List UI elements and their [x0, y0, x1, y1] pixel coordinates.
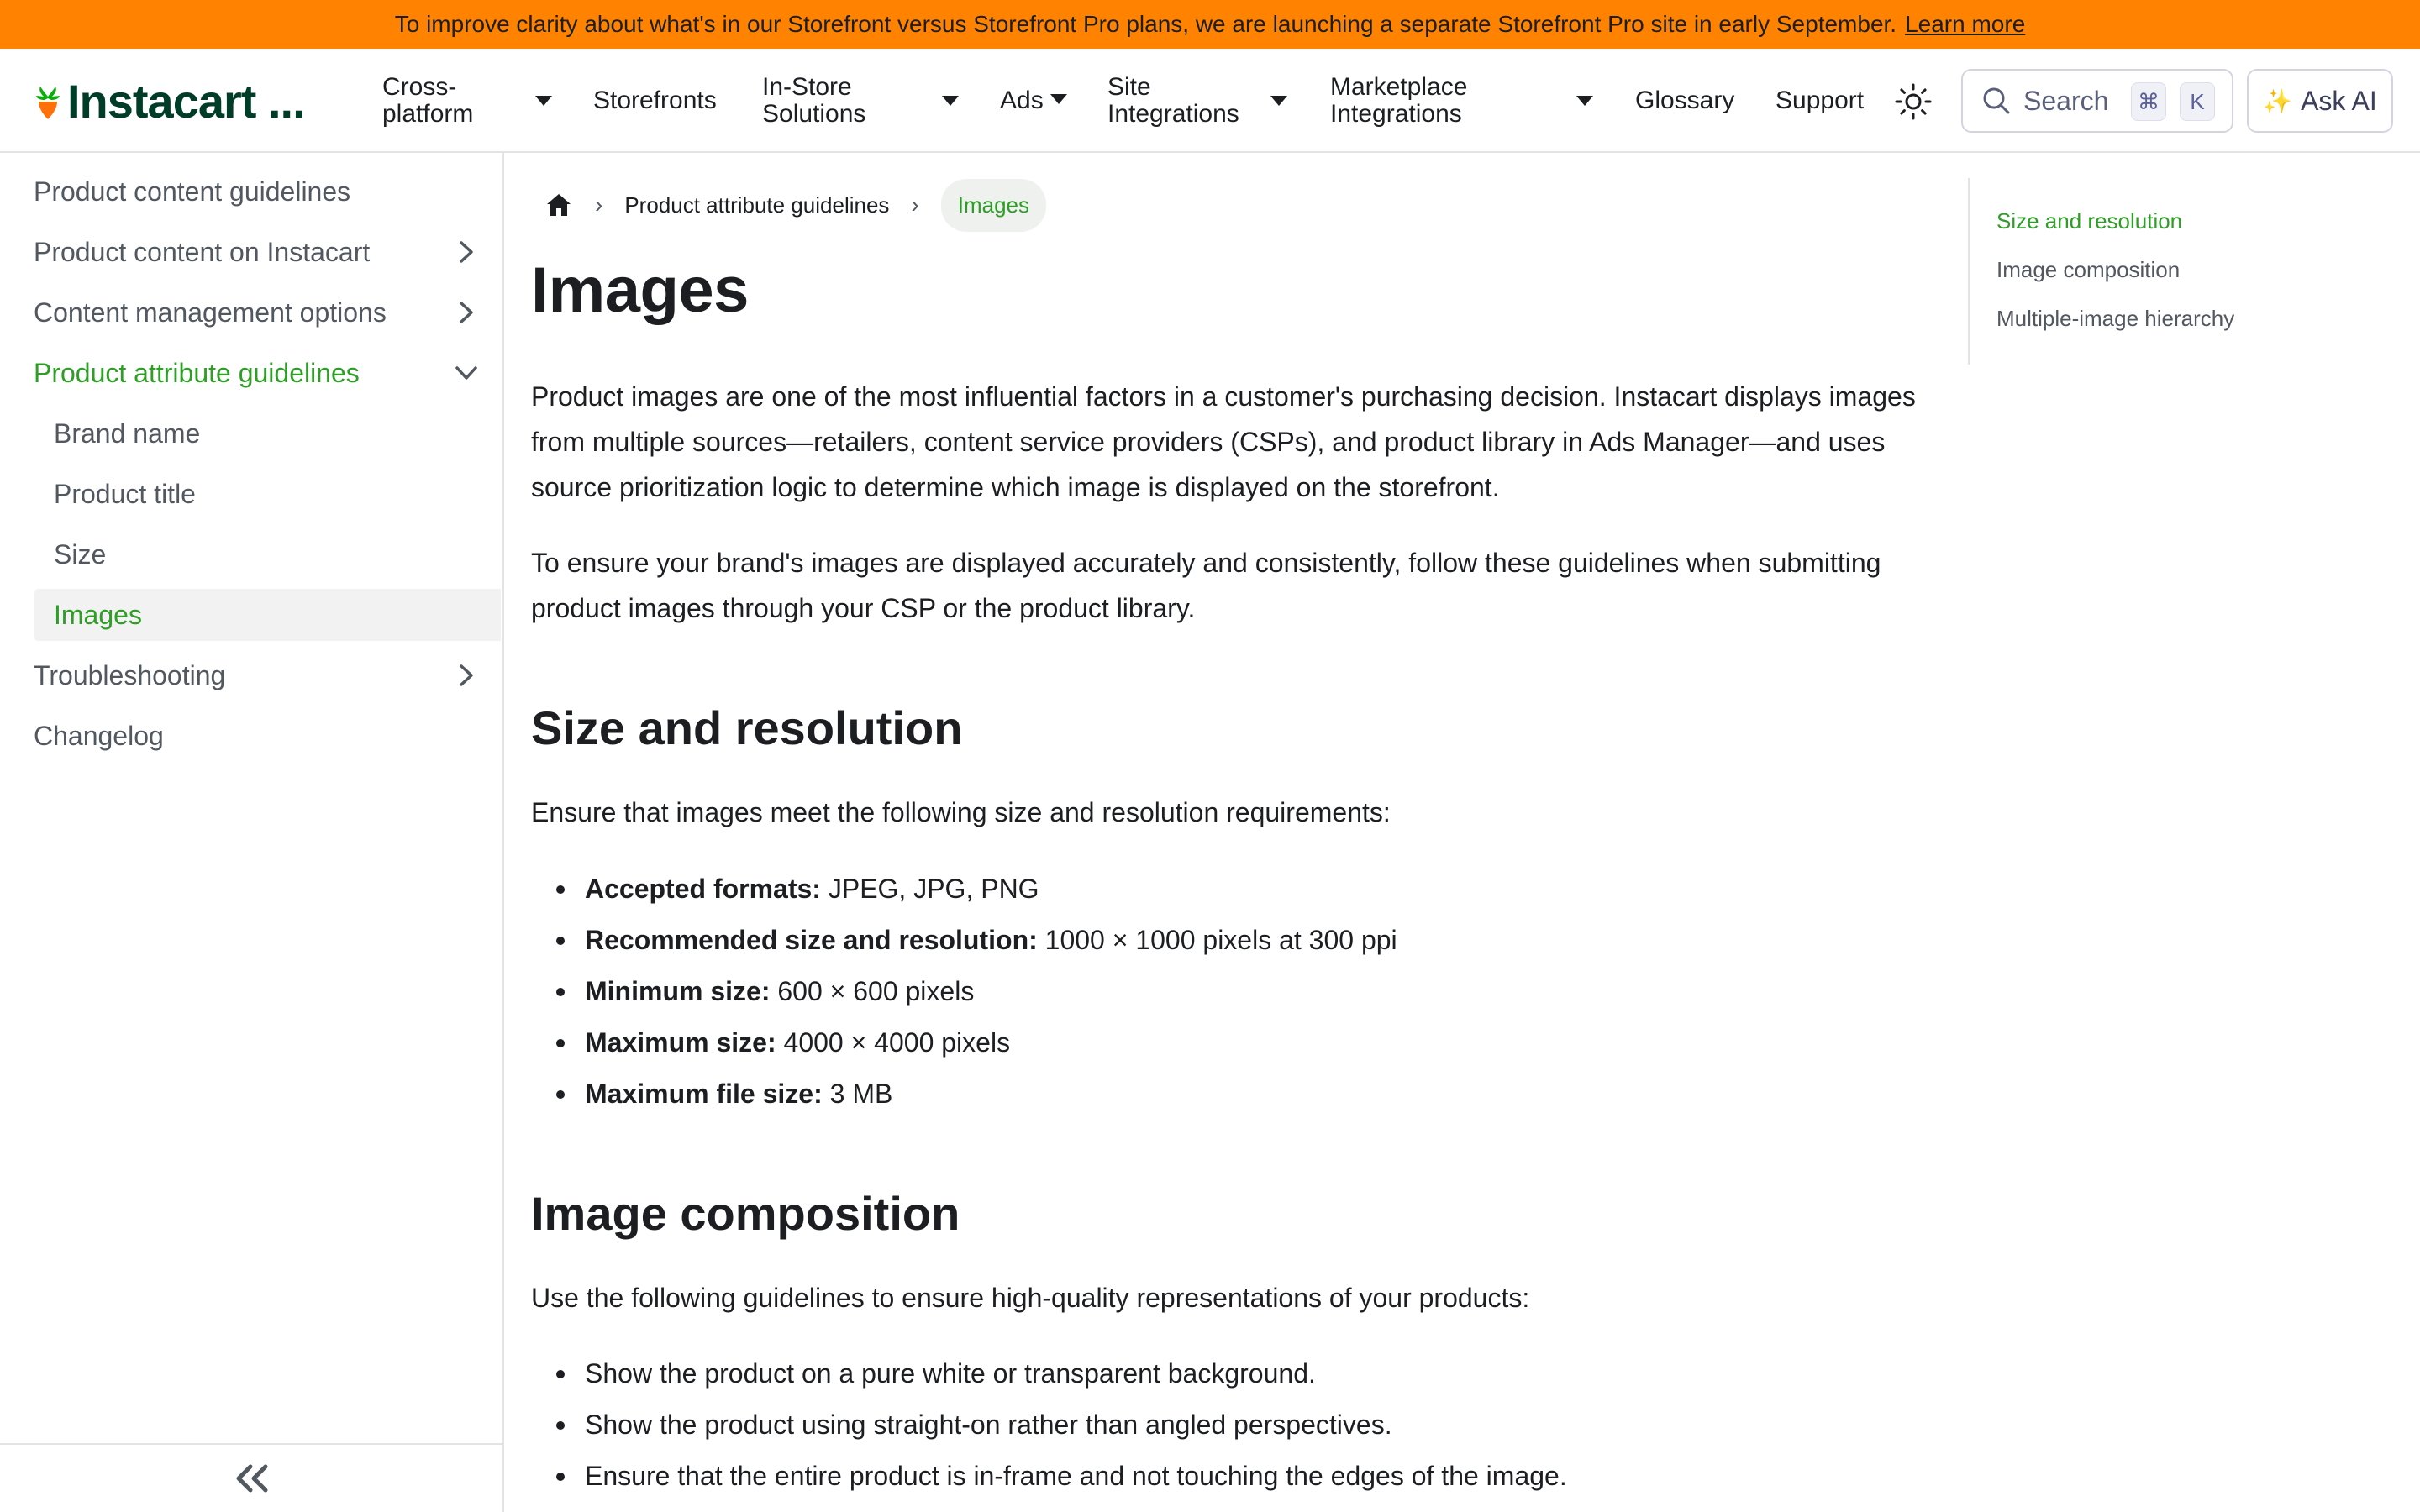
- breadcrumb-separator: ›: [911, 192, 919, 218]
- section-heading-composition: Image composition: [531, 1187, 960, 1240]
- breadcrumb: [543, 180, 1046, 230]
- list-item: [585, 1026, 1397, 1077]
- chevron-down-icon[interactable]: [454, 360, 479, 386]
- page-title: Images: [531, 255, 749, 326]
- nav-label: In-Store: [762, 73, 852, 101]
- sidebar-item-content-management-options[interactable]: [34, 286, 501, 339]
- chevron-right-icon[interactable]: [454, 239, 479, 265]
- table-of-contents: [1968, 178, 2388, 365]
- sidebar-item-label: Size: [54, 538, 107, 570]
- chevron-down-icon: [1270, 96, 1287, 106]
- nav-label: platform: [382, 100, 474, 128]
- list-item: Show the product on a pure white or transparent background.: [585, 1357, 1567, 1408]
- list-item-label: Minimum size:: [585, 976, 771, 1006]
- list-item: Show the product using straight-on rather than angled perspectives.: [585, 1408, 1567, 1459]
- chevron-down-icon: [942, 96, 959, 106]
- nav-label: Marketplace: [1330, 73, 1468, 101]
- shortcut-k: K: [2180, 82, 2215, 121]
- size-lead: Ensure that images meet the following size and resolution requirements:: [531, 797, 1391, 827]
- search-button[interactable]: [1961, 69, 2233, 133]
- toc-item-multiple-image-hierarchy[interactable]: Multiple-image hierarchy: [1996, 306, 2235, 331]
- list-item-value: 3 MB: [829, 1079, 893, 1109]
- top-navbar: [0, 49, 2420, 153]
- sidebar-item-label: Product content guidelines: [34, 176, 351, 207]
- nav-label: Integrations: [1107, 100, 1239, 128]
- size-requirements-list: [585, 872, 1397, 1128]
- sidebar-item-label: Troubleshooting: [34, 659, 226, 690]
- chevron-down-icon: [1050, 94, 1067, 104]
- intro-paragraph: Product images are one of the most influential factors in a customer's purchasing decision. Instacart displays images from multiple sources—retailers, content service providers (CSPs), and product library in Ads Manager—and uses source prioritization logic to determine which image is displayed on the storefront.: [531, 381, 1916, 502]
- nav-cross-platform[interactable]: [382, 49, 473, 153]
- sidebar-item-label: Content management options: [34, 297, 387, 328]
- list-item-value: JPEG, JPG, PNG: [828, 874, 1039, 904]
- home-icon[interactable]: [544, 191, 573, 219]
- banner-text: To improve clarity about what's in our Storefront versus Storefront Pro plans, we are launching a separate Storefront Pro site in early September.: [394, 11, 1897, 37]
- ask-ai-label: Ask AI: [2301, 85, 2377, 116]
- list-item: [585, 923, 1397, 974]
- list-item: [585, 872, 1397, 923]
- sidebar-item-brand-name[interactable]: [34, 407, 501, 459]
- sidebar-item-product-content-on-instacart[interactable]: [34, 226, 501, 278]
- breadcrumb-parent[interactable]: Product attribute guidelines: [624, 192, 890, 218]
- sidebar-item-size[interactable]: [34, 528, 501, 580]
- toc-item-image-composition[interactable]: Image composition: [1996, 257, 2181, 282]
- section-heading-size: Size and resolution: [531, 701, 963, 754]
- collapse-sidebar-button[interactable]: [0, 1443, 504, 1512]
- sidebar-item-troubleshooting[interactable]: [34, 649, 501, 701]
- list-item: Ensure that the entire product is in-frame and not touching the edges of the image.: [585, 1459, 1567, 1510]
- nav-label: Storefronts: [593, 87, 717, 114]
- instacart-logo[interactable]: [34, 74, 305, 129]
- composition-lead: Use the following guidelines to ensure high-quality representations of your products:: [531, 1283, 1530, 1313]
- nav-glossary[interactable]: [1635, 49, 1734, 153]
- nav-marketplace-integrations[interactable]: [1330, 49, 1467, 153]
- nav-support[interactable]: [1776, 49, 1864, 153]
- nav-label: Solutions: [762, 100, 866, 128]
- breadcrumb-separator: ›: [595, 192, 603, 218]
- nav-label: Glossary: [1635, 87, 1735, 114]
- nav-storefronts[interactable]: [593, 49, 717, 153]
- list-item-label: Accepted formats:: [585, 874, 821, 904]
- list-item-label: Maximum size:: [585, 1027, 776, 1058]
- double-chevron-left-icon: [232, 1462, 272, 1495]
- list-item-label: Recommended size and resolution:: [585, 925, 1038, 955]
- list-item-value: 1000 × 1000 pixels at 300 ppi: [1044, 925, 1397, 955]
- list-item-value: 4000 × 4000 pixels: [783, 1027, 1011, 1058]
- nav-in-store-solutions[interactable]: [762, 49, 865, 153]
- ask-ai-button[interactable]: [2247, 69, 2393, 133]
- composition-list: [585, 1357, 1567, 1510]
- list-item-value: 600 × 600 pixels: [777, 976, 975, 1006]
- search-label: Search: [2023, 85, 2109, 116]
- learn-more-link[interactable]: Learn more: [1905, 11, 2026, 37]
- sidebar-item-images[interactable]: [34, 589, 501, 641]
- sidebar-item-label: Images: [54, 599, 142, 630]
- nav-ads[interactable]: [1000, 49, 1067, 153]
- nav-label: Cross-: [382, 73, 457, 101]
- sparkle-icon: ✨: [2263, 87, 2293, 114]
- chevron-down-icon: [535, 96, 552, 106]
- list-item: [585, 974, 1397, 1026]
- chevron-right-icon[interactable]: [454, 300, 479, 325]
- intro-paragraph-2: To ensure your brand's images are displayed accurately and consistently, follow these guidelines when submitting product images through your CSP or the product library.: [531, 548, 1881, 623]
- chevron-right-icon[interactable]: [454, 663, 479, 688]
- breadcrumb-current: Images: [941, 179, 1046, 232]
- sidebar-item-product-attribute-guidelines[interactable]: [34, 347, 501, 399]
- sidebar-item-product-title[interactable]: [34, 468, 501, 520]
- sidebar-item-product-content-guidelines[interactable]: [34, 165, 501, 218]
- sidebar-item-label: Brand name: [54, 417, 201, 449]
- carrot-logo-icon: [34, 83, 62, 120]
- toc-item-size-and-resolution[interactable]: Size and resolution: [1996, 208, 2183, 234]
- sidebar-item-label: Changelog: [34, 720, 164, 751]
- sidebar-item-changelog[interactable]: [34, 710, 501, 762]
- announcement-banner: [0, 0, 2420, 49]
- search-icon: [1981, 86, 2012, 116]
- nav-label: Support: [1776, 87, 1865, 114]
- shortcut-cmd: ⌘: [2131, 82, 2166, 121]
- list-item: [585, 1077, 1397, 1128]
- sidebar-item-label: Product content on Instacart: [34, 236, 371, 267]
- nav-label: Integrations: [1330, 100, 1462, 128]
- sidebar: [0, 153, 504, 1512]
- logo-text: Instacart ...: [67, 75, 305, 128]
- nav-site-integrations[interactable]: [1107, 49, 1239, 153]
- sidebar-item-label: Product title: [54, 478, 196, 509]
- nav-label: Ads: [1000, 87, 1044, 114]
- sidebar-item-label: Product attribute guidelines: [34, 357, 360, 388]
- list-item-label: Maximum file size:: [585, 1079, 823, 1109]
- nav-label: Site: [1107, 73, 1151, 101]
- sun-icon[interactable]: [1894, 82, 1933, 121]
- chevron-down-icon: [1576, 96, 1593, 106]
